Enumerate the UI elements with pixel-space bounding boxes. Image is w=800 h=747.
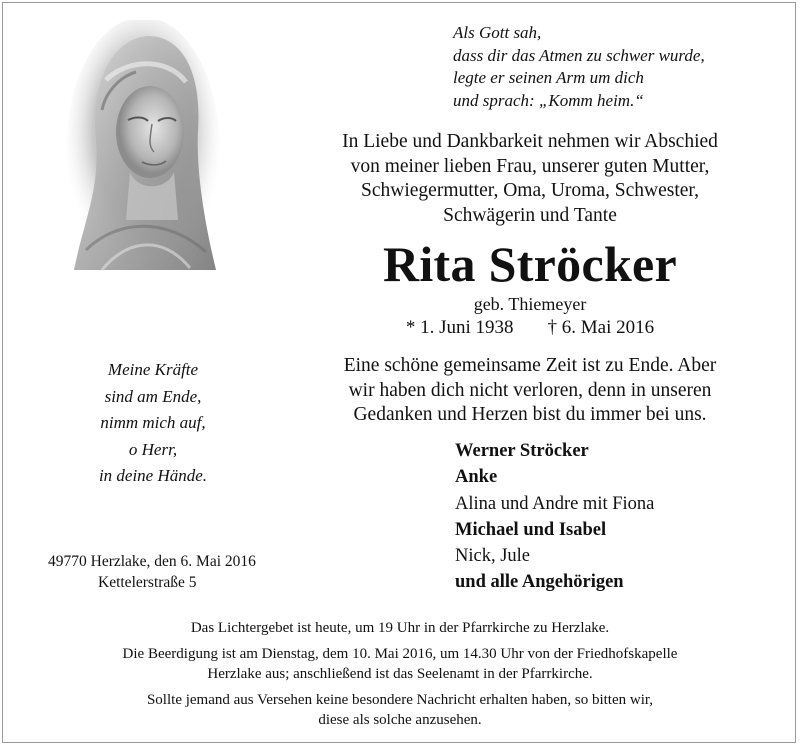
- life-dates: [300, 316, 760, 340]
- mourner: Werner Ströcker: [455, 441, 589, 461]
- lichtergebet-notice: [20, 618, 780, 638]
- notice-line: Sollte jemand aus Versehen keine besondere Nachricht erhalten haben, so bitten wir,: [146, 692, 654, 708]
- mourner: Michael und Isabel: [455, 519, 607, 540]
- farewell-line: Eine schöne gemeinsame Zeit ist zu Ende. Aber: [343, 355, 717, 376]
- intro-line: In Liebe und Dankbarkeit nehmen wir Abschied: [342, 131, 718, 152]
- mourner: Anke: [455, 467, 498, 488]
- place-date-line: 49770 Herzlake, den 6. Mai 2016: [48, 553, 256, 570]
- intro-line: von meiner lieben Frau, unserer guten Mutter,: [350, 155, 710, 177]
- maiden-name: geb. Thiemeyer: [473, 294, 587, 314]
- poem-left-line: Meine Kräfte: [107, 360, 199, 379]
- poem-left-line: in deine Hände.: [98, 466, 208, 485]
- intro-line: Schwägerin und Tante: [443, 204, 617, 226]
- poem-left-line: sind am Ende,: [104, 386, 202, 406]
- madonna-portrait: [66, 20, 220, 278]
- farewell-line: wir haben dich nicht verloren, denn in unseren: [348, 379, 712, 401]
- poem-top: [453, 22, 773, 112]
- service-notices: [20, 618, 780, 736]
- poem-top-line: und sprach: „Komm heim.“: [453, 90, 644, 110]
- intro-text: [300, 130, 760, 228]
- street-address: Kettelerstraße 5: [98, 574, 197, 591]
- death-date: † 6. Mai 2016: [547, 317, 655, 338]
- poem-top-line: legte er seinen Arm um dich: [453, 68, 644, 87]
- poem-left-line: nimm mich auf,: [100, 413, 206, 432]
- poem-left: [68, 357, 238, 490]
- notice-line: Die Beerdigung ist am Dienstag, dem 10. Mai 2016, um 14.30 Uhr von der Friedhofskapelle: [122, 646, 678, 662]
- mourner: Alina und Andre mit Fiona: [455, 493, 655, 514]
- notice-line: Das Lichtergebet ist heute, um 19 Uhr in der Pfarrkirche zu Herzlake.: [190, 620, 610, 636]
- farewell-line: Gedanken und Herzen bist du immer bei uns.: [353, 404, 707, 425]
- notice-line: diese als solche anzusehen.: [318, 712, 482, 728]
- intro-line: Schwiegermutter, Oma, Uroma, Schwester,: [361, 180, 699, 201]
- poem-top-line: dass dir das Atmen zu schwer wurde,: [453, 45, 705, 65]
- mourner: Nick, Jule: [455, 546, 531, 567]
- poem-top-line: Als Gott sah,: [453, 23, 542, 42]
- place-and-date: [48, 551, 328, 593]
- poem-left-line: o Herr,: [128, 439, 178, 459]
- deceased-name: Rita Ströcker: [382, 236, 678, 292]
- birth-date: * 1. Juni 1938: [405, 317, 514, 338]
- mourners-list: [455, 438, 775, 596]
- farewell-text: [300, 354, 760, 428]
- notice-line: Herzlake aus; anschließend ist das Seelenamt in der Pfarrkirche.: [207, 666, 593, 682]
- mourner: und alle Angehörigen: [455, 572, 624, 593]
